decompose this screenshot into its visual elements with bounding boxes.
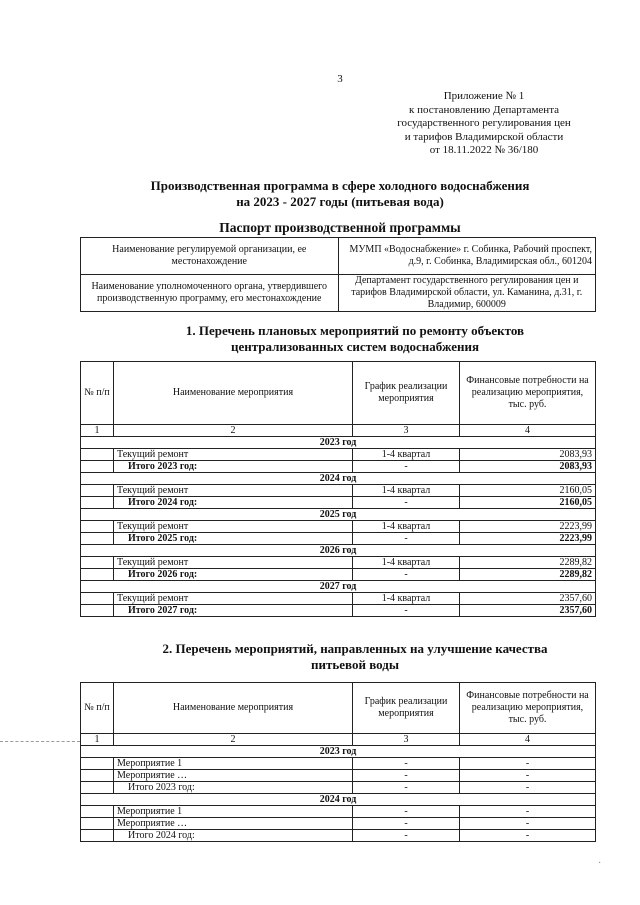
passport-table	[80, 237, 596, 312]
appendix-block	[366, 90, 602, 158]
table-cell	[81, 521, 114, 533]
item-name: Мероприятие 1	[114, 806, 353, 818]
total-label: Итого 2026 год:	[114, 569, 353, 581]
passport-label: Наименование уполномоченного органа, утвердившего производственную программу, его местонахождение	[81, 275, 339, 312]
header-cell: № п/п	[81, 683, 114, 734]
header-cell: График реализации мероприятия	[353, 362, 460, 425]
table-cell	[81, 593, 114, 605]
column-number: 1	[81, 734, 114, 746]
page-number: 3	[337, 73, 343, 85]
item-name: Текущий ремонт	[114, 449, 353, 461]
passport-label: Наименование регулируемой организации, ее местонахождение	[81, 238, 339, 275]
year-row: 2026 год	[81, 545, 596, 557]
column-number: 1	[81, 425, 114, 437]
table-cell	[81, 758, 114, 770]
title-line: на 2023 - 2027 годы (питьевая вода)	[236, 194, 444, 209]
appendix-line: Приложение № 1	[443, 90, 525, 102]
item-amount: 2289,82	[460, 557, 596, 569]
table-cell	[81, 806, 114, 818]
section1-title	[110, 323, 600, 355]
item-schedule: 1-4 квартал	[353, 485, 460, 497]
appendix-line: и тарифов Владимирской области	[404, 130, 564, 143]
total-schedule: -	[353, 830, 460, 842]
table-cell	[81, 782, 114, 794]
item-name: Текущий ремонт	[114, 557, 353, 569]
header-cell: График реализации мероприятия	[353, 683, 460, 734]
scan-artifact-line	[0, 741, 80, 742]
year-row: 2027 год	[81, 581, 596, 593]
item-amount: 2223,99	[460, 521, 596, 533]
column-number: 3	[353, 734, 460, 746]
column-number: 4	[460, 425, 596, 437]
item-amount: 2083,93	[460, 449, 596, 461]
item-schedule: 1-4 квартал	[353, 521, 460, 533]
table-cell	[81, 533, 114, 545]
header-cell: Наименование мероприятия	[114, 362, 353, 425]
item-name: Текущий ремонт	[114, 485, 353, 497]
total-schedule: -	[353, 497, 460, 509]
scan-artifact-dot: ·	[598, 858, 602, 869]
table-cell	[81, 461, 114, 473]
header-cell: № п/п	[81, 362, 114, 425]
header-cell: Наименование мероприятия	[114, 683, 353, 734]
table-cell	[81, 830, 114, 842]
section2-title	[110, 641, 600, 673]
column-number: 4	[460, 734, 596, 746]
year-row: 2023 год	[81, 437, 596, 449]
total-schedule: -	[353, 605, 460, 617]
item-name: Мероприятие …	[114, 770, 353, 782]
item-schedule: -	[353, 758, 460, 770]
item-schedule: -	[353, 818, 460, 830]
total-amount: -	[460, 782, 596, 794]
section-title-line: централизованных систем водоснабжения	[230, 339, 480, 354]
item-name: Текущий ремонт	[114, 521, 353, 533]
passport-value: Департамент государственного регулирования цен и тарифов Владимирской области, ул. Каманина, д.31, г. Владимир, 600009	[338, 275, 596, 312]
passport-value: МУМП «Водоснабжение» г. Собинка, Рабочий проспект, д.9, г. Собинка, Владимирская обл., 601204	[338, 238, 596, 275]
passport-title: Паспорт производственной программы	[219, 220, 461, 235]
header-cell: Финансовые потребности на реализацию мероприятия, тыс. руб.	[460, 362, 596, 425]
table-cell	[81, 770, 114, 782]
total-label: Итого 2023 год:	[114, 461, 353, 473]
item-amount: -	[460, 758, 596, 770]
column-number: 2	[114, 425, 353, 437]
column-number: 3	[353, 425, 460, 437]
header-cell: Финансовые потребности на реализацию мероприятия, тыс. руб.	[460, 683, 596, 734]
water-quality-table	[80, 682, 596, 842]
section-title-line: 2. Перечень мероприятий, направленных на улучшение качества	[162, 641, 548, 656]
item-amount: 2160,05	[460, 485, 596, 497]
total-schedule: -	[353, 782, 460, 794]
item-schedule: 1-4 квартал	[353, 557, 460, 569]
total-schedule: -	[353, 569, 460, 581]
total-label: Итого 2024 год:	[114, 497, 353, 509]
appendix-line: к постановлению Департамента	[408, 103, 560, 116]
year-row: 2025 год	[81, 509, 596, 521]
item-schedule: 1-4 квартал	[353, 449, 460, 461]
document-title	[90, 178, 590, 210]
table-cell	[81, 818, 114, 830]
item-amount: -	[460, 806, 596, 818]
year-row: 2024 год	[81, 473, 596, 485]
total-amount: 2289,82	[460, 569, 596, 581]
item-amount: -	[460, 818, 596, 830]
total-schedule: -	[353, 533, 460, 545]
table-cell	[81, 557, 114, 569]
appendix-line: от 18.11.2022 № 36/180	[429, 144, 539, 156]
total-label: Итого 2024 год:	[114, 830, 353, 842]
item-schedule: 1-4 квартал	[353, 593, 460, 605]
table-cell	[81, 605, 114, 617]
total-label: Итого 2027 год:	[114, 605, 353, 617]
item-amount: -	[460, 770, 596, 782]
table-cell	[81, 449, 114, 461]
total-amount: 2357,60	[460, 605, 596, 617]
repairs-table	[80, 361, 596, 617]
item-schedule: -	[353, 770, 460, 782]
total-label: Итого 2023 год:	[114, 782, 353, 794]
year-row: 2023 год	[81, 746, 596, 758]
table-cell	[81, 569, 114, 581]
total-schedule: -	[353, 461, 460, 473]
total-label: Итого 2025 год:	[114, 533, 353, 545]
table-cell	[81, 497, 114, 509]
year-row: 2024 год	[81, 794, 596, 806]
item-schedule: -	[353, 806, 460, 818]
column-number: 2	[114, 734, 353, 746]
item-name: Текущий ремонт	[114, 593, 353, 605]
item-name: Мероприятие 1	[114, 758, 353, 770]
section-title-line: 1. Перечень плановых мероприятий по ремонту объектов	[185, 323, 525, 338]
total-amount: -	[460, 830, 596, 842]
table-cell	[81, 485, 114, 497]
total-amount: 2083,93	[460, 461, 596, 473]
item-amount: 2357,60	[460, 593, 596, 605]
item-name: Мероприятие …	[114, 818, 353, 830]
section-title-line: питьевой воды	[311, 657, 399, 672]
total-amount: 2160,05	[460, 497, 596, 509]
appendix-line: государственного регулирования цен	[397, 117, 571, 129]
total-amount: 2223,99	[460, 533, 596, 545]
title-line: Производственная программа в сфере холодного водоснабжения	[150, 178, 530, 193]
